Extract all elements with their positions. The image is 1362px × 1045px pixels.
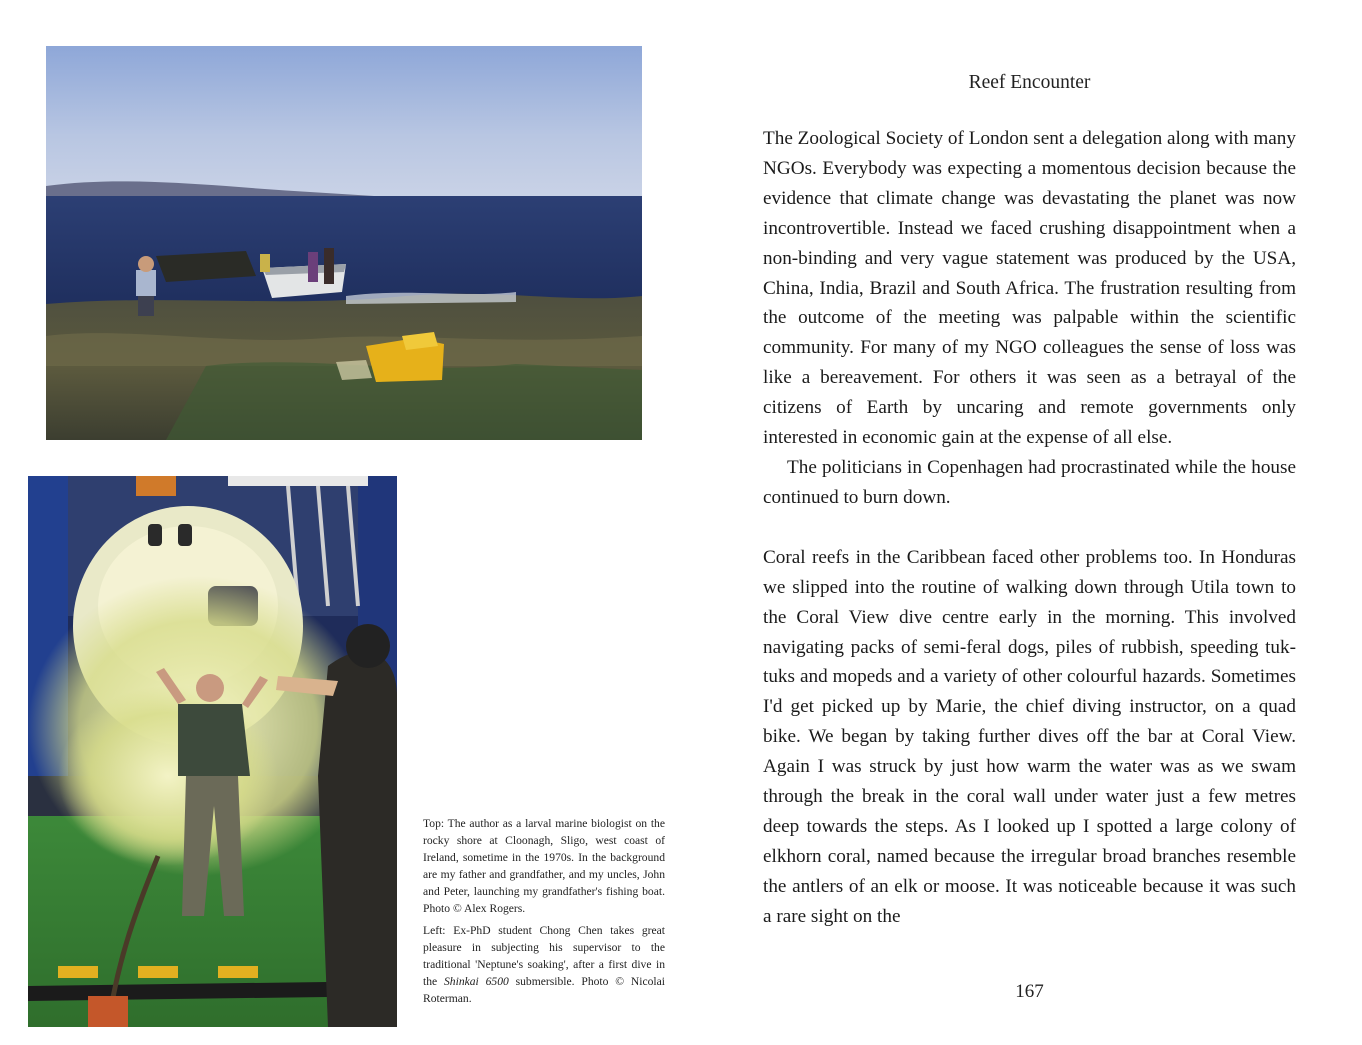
caption-left-text: Left: Ex-PhD student Chong Chen takes great pleasure in subjecting his supervisor to the traditional 'Neptune's soaking', after a first dive in the bbox=[423, 923, 665, 988]
body-text bbox=[763, 124, 1296, 932]
caption-left-credit: submersible. Photo © Nicolai Roterman. bbox=[423, 974, 666, 1005]
paragraph-1: The Zoological Society of London sent a delegation along with many NGOs. Everybody was expecting a momentous decision because the evidence that climate change was devastating the planet was now incontrovertible. Instead we faced crushing disappointment when a non-binding and very vague statement was produced by the USA, China, India, Brazil and South Africa. The frustration resulting from the outcome of the meeting was palpable within the scientific community. For many of my NGO colleagues the sense of loss was like a bereavement. For others it was seen as a betrayal of the citizens of Earth by uncaring and remote governments only interested in economic gain at the expense of all else. bbox=[763, 128, 1296, 449]
caption-left-photo bbox=[423, 922, 665, 1007]
neptunes-soaking-image bbox=[28, 476, 397, 1027]
page-number: 167 bbox=[1015, 981, 1044, 1002]
photo-neptunes-soaking bbox=[28, 476, 397, 1027]
rocky-shore-image bbox=[46, 46, 642, 440]
caption-submersible-name: Shinkai 6500 bbox=[444, 974, 509, 988]
paragraph-3: Coral reefs in the Caribbean faced other problems too. In Honduras we slipped into the routine of walking down through Utila town to the Coral View dive centre early in the morning. This involved navigating packs of semi-feral dogs, piles of rubbish, speeding tuk-tuks and mopeds and a variety of other colourful hazards. Sometimes I'd get picked up by Marie, the chief diving instructor, on a quad bike. We began by taking further dives off the bar at Coral View. Again I was struck by just how warm the water was as we swam through the break in the coral wall under water just a few metres deep towards the steps. As I looked up I spotted a large colony of elkhorn coral, named because the irregular broad branches resemble the antlers of an elk or moose. It was noticeable because it was such a rare sight on the bbox=[763, 546, 1296, 927]
paragraph-2: The politicians in Copenhagen had procrastinated while the house continued to burn down. bbox=[763, 456, 1296, 508]
running-head: Reef Encounter bbox=[968, 72, 1091, 93]
caption-top-photo: Top: The author as a larval marine biologist on the rocky shore at Cloonagh, Sligo, west coast of Ireland, sometime in the 1970s. In the background are my father and grandfather, and my uncles, John and Peter, launching my grandfather's fishing boat. Photo © Alex Rogers. bbox=[423, 817, 665, 916]
photo-caption bbox=[423, 815, 665, 1007]
photo-rocky-shore bbox=[46, 46, 642, 440]
